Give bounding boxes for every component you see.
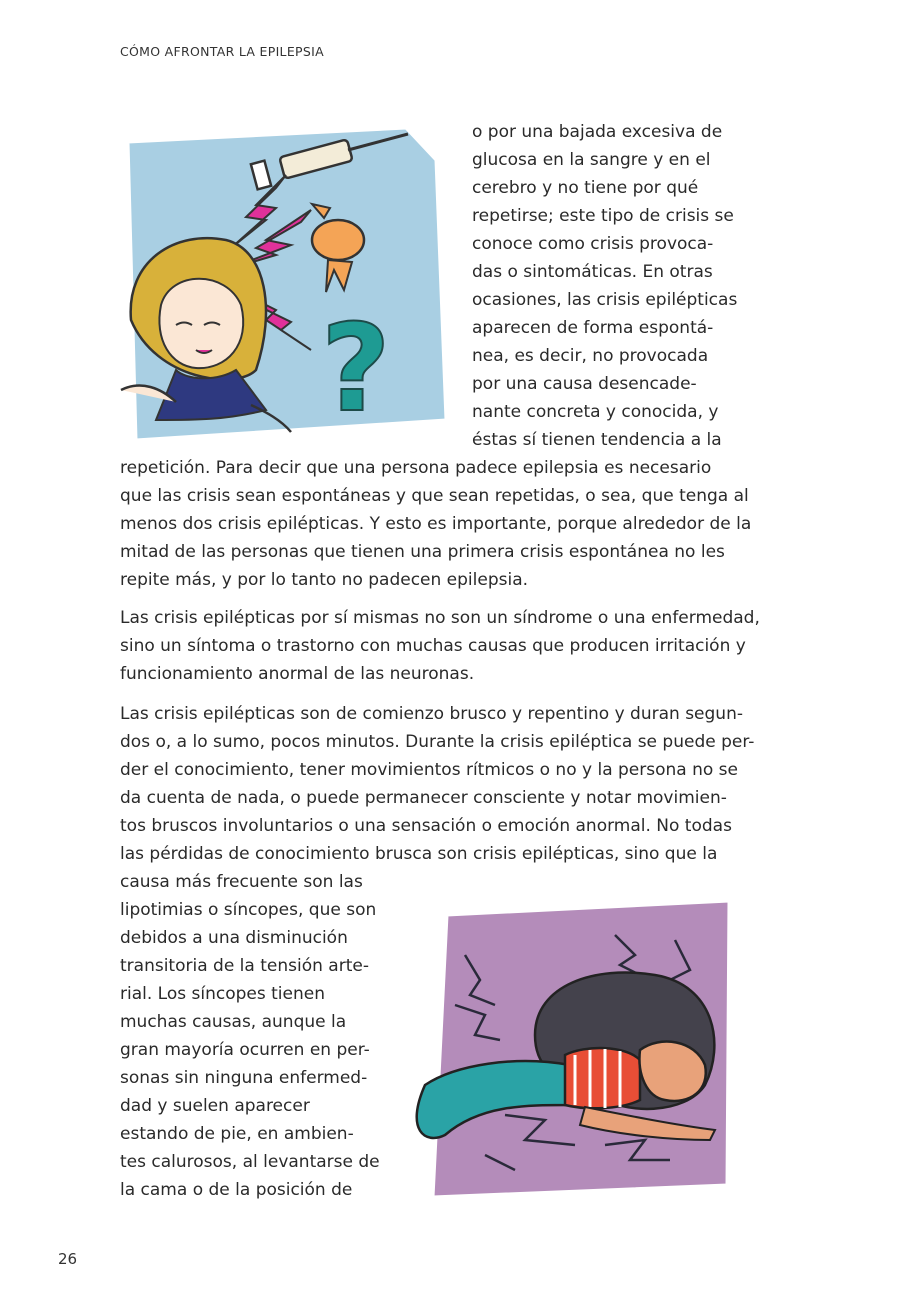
- text-line: gran mayoría ocurren en per-: [120, 1040, 370, 1060]
- text-line: o por una bajada excesiva de: [472, 122, 723, 142]
- running-head: CÓMO AFRONTAR LA EPILEPSIA: [120, 44, 324, 59]
- text-line: la cama o de la posición de: [120, 1180, 353, 1200]
- text-line: debidos a una disminución: [120, 928, 348, 948]
- paragraph-3-left-column: [120, 868, 380, 1204]
- text-line: lipotimias o síncopes, que son: [120, 900, 377, 920]
- text-line: ocasiones, las crisis epilépticas: [472, 290, 738, 310]
- paragraph-1-full-width: [120, 454, 752, 594]
- text-line: sino un síntoma o trastorno con muchas causas que producen irritación y: [120, 636, 746, 656]
- text-line: transitoria de la tensión arte-: [120, 956, 369, 976]
- text-line: las pérdidas de conocimiento brusca son crisis epilépticas, sino que la: [120, 844, 718, 864]
- text-line: das o sintomáticas. En otras: [472, 262, 713, 282]
- text-line: tes calurosos, al levantarse de: [120, 1152, 380, 1172]
- text-line: repetirse; este tipo de crisis se: [472, 206, 734, 226]
- text-line: dos o, a lo sumo, pocos minutos. Durante la crisis epiléptica se puede per-: [120, 732, 755, 752]
- illustration-fainting-woman: [385, 885, 735, 1205]
- question-mark-icon: ?: [321, 300, 391, 439]
- text-line: causa más frecuente son las: [120, 872, 363, 892]
- text-line: menos dos crisis epilépticas. Y esto es importante, porque alrededor de la: [120, 514, 752, 534]
- text-line: dad y suelen aparecer: [120, 1096, 310, 1116]
- text-line: muchas causas, aunque la: [120, 1012, 347, 1032]
- text-line: sonas sin ninguna enfermed-: [120, 1068, 368, 1088]
- text-line: glucosa en la sangre y en el: [472, 150, 711, 170]
- text-line: nea, es decir, no provocada: [472, 346, 709, 366]
- text-line: conoce como crisis provoca-: [472, 234, 714, 254]
- text-line: der el conocimiento, tener movimientos rítmicos o no y la persona no se: [120, 760, 739, 780]
- text-line: repetición. Para decir que una persona padece epilepsia es necesario: [120, 458, 712, 478]
- text-line: cerebro y no tiene por qué: [472, 178, 699, 198]
- illustration-seizure-causes: [116, 120, 456, 450]
- text-line: tos bruscos involuntarios o una sensación o emoción anormal. No todas: [120, 816, 732, 836]
- text-line: aparecen de forma espontá-: [472, 318, 714, 338]
- text-line: nante concreta y conocida, y: [472, 402, 719, 422]
- text-line: repite más, y por lo tanto no padecen epilepsia.: [120, 570, 529, 590]
- text-line: éstas sí tienen tendencia a la: [472, 430, 722, 450]
- text-line: estando de pie, en ambien-: [120, 1124, 354, 1144]
- paragraph-3-full-width: [120, 700, 755, 868]
- text-line: Las crisis epilépticas por sí mismas no son un síndrome o una enfermedad,: [120, 608, 760, 628]
- text-line: funcionamiento anormal de las neuronas.: [120, 664, 475, 684]
- page-number: 26: [58, 1250, 78, 1268]
- text-line: mitad de las personas que tienen una primera crisis espontánea no les: [120, 542, 725, 562]
- text-line: rial. Los síncopes tienen: [120, 984, 325, 1004]
- text-line: por una causa desencade-: [472, 374, 697, 394]
- text-line: da cuenta de nada, o puede permanecer consciente y notar movimien-: [120, 788, 727, 808]
- text-line: Las crisis epilépticas son de comienzo brusco y repentino y duran segun-: [120, 704, 743, 724]
- text-line: que las crisis sean espontáneas y que sean repetidas, o sea, que tenga al: [120, 486, 749, 506]
- paragraph-1-right-column: [472, 118, 738, 454]
- paragraph-2: [120, 604, 760, 688]
